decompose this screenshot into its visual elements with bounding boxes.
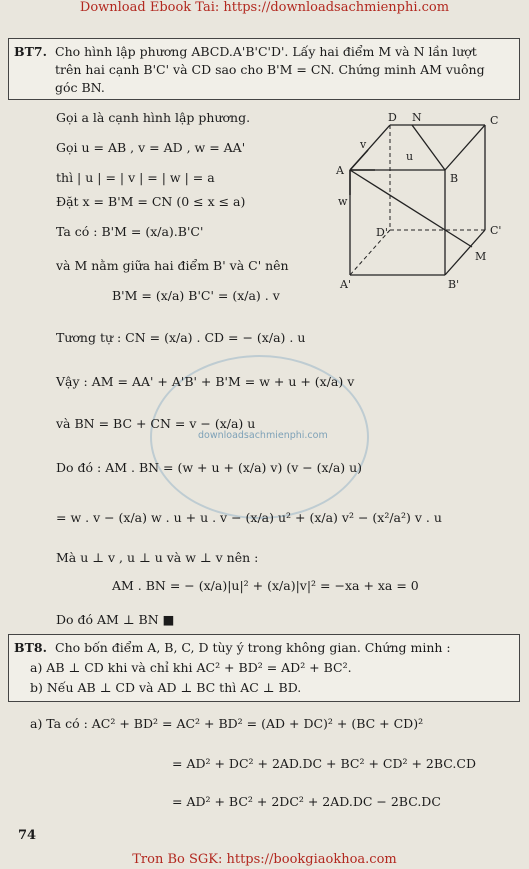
cube-label-N: N xyxy=(412,111,422,124)
cube-label-C: C xyxy=(490,114,499,127)
cube-vec-v: v xyxy=(360,138,367,151)
bt7-prompt-l2: trên hai cạnh B'C' và CD sao cho B'M = CN. Chứng minh AM vuông xyxy=(55,62,485,77)
cube-label-M: M xyxy=(475,250,487,263)
sol7-l13: Mà u ⊥ v , u ⊥ u và w ⊥ v nên : xyxy=(56,550,259,565)
header-link[interactable]: Download Ebook Tai: https://downloadsachmienphi.com xyxy=(79,0,450,15)
sol7-l5: Ta có : B'M = (x/a).B'C' xyxy=(56,224,204,239)
sol7-l1: Gọi a là cạnh hình lập phương. xyxy=(56,110,251,125)
sol8-l3: = AD² + BC² + 2DC² + 2AD.DC − 2BC.DC xyxy=(172,794,441,809)
sol8-l2: = AD² + DC² + 2AD.DC + BC² + CD² + 2BC.CD xyxy=(172,756,476,771)
cube-label-D-prime: D' xyxy=(376,226,388,239)
sol7-l7: B'M = (x/a) B'C' = (x/a) . v xyxy=(112,288,280,303)
bt7-prompt-l3: góc BN. xyxy=(55,80,105,95)
bt8-label: BT8. xyxy=(14,640,47,655)
sol7-l2: Gọi u = AB , v = AD , w = AA' xyxy=(56,140,246,155)
sol7-l12: = w . v − (x/a) w . u + u . v − (x/a) u² + (x/a) v² − (x²/a²) v . u xyxy=(56,510,442,525)
cube-label-B: B xyxy=(450,172,459,185)
sol7-l4: Đặt x = B'M = CN (0 ≤ x ≤ a) xyxy=(56,194,246,209)
sol8-l1: a) Ta có : AC² + BD² = AC² + BD² = (AD + DC)² + (BC + CD)² xyxy=(30,716,424,731)
sol7-l11: Do đó : AM . BN = (w + u + (x/a) v) (v − (x/a) u) xyxy=(56,460,363,475)
bt8-l1: Cho bốn điểm A, B, C, D tùy ý trong không gian. Chứng minh : xyxy=(55,640,451,655)
watermark-text: downloadsachmienphi.com xyxy=(198,430,328,441)
cube-vec-w: w xyxy=(338,195,348,208)
bt8-l3: b) Nếu AB ⊥ CD và AD ⊥ BC thì AC ⊥ BD. xyxy=(30,680,302,695)
sol7-l10: và BN = BC + CN = v − (x/a) u xyxy=(56,416,256,431)
cube-label-C-prime: C' xyxy=(490,224,502,237)
bt8-l2: a) AB ⊥ CD khi và chỉ khi AC² + BD² = AD² + BC². xyxy=(30,660,352,675)
cube-diagram xyxy=(320,110,520,295)
cube-label-A-prime: A' xyxy=(340,278,351,291)
sol7-l3: thì | u | = | v | = | w | = a xyxy=(56,170,215,185)
sol7-l14: AM . BN = − (x/a)|u|² + (x/a)|v|² = −xa + xa = 0 xyxy=(112,578,419,593)
page-number: 74 xyxy=(18,828,37,843)
cube-label-D: D xyxy=(388,111,397,124)
sol7-l15: Do đó AM ⊥ BN ■ xyxy=(56,612,175,627)
cube-vec-u: u xyxy=(406,150,414,163)
cube-label-B-prime: B' xyxy=(448,278,460,291)
sol7-l9: Vậy : AM = AA' + A'B' + B'M = w + u + (x/a) v xyxy=(56,374,355,389)
sol7-l8: Tương tự : CN = (x/a) . CD = − (x/a) . u xyxy=(56,330,306,345)
sol7-l6: và M nằm giữa hai điểm B' và C' nên xyxy=(56,258,289,273)
footer-link[interactable]: Tron Bo SGK: https://bookgiaokhoa.com xyxy=(132,852,397,867)
bt7-prompt-l1: Cho hình lập phương ABCD.A'B'C'D'. Lấy hai điểm M và N lần lượt xyxy=(55,44,477,59)
bt7-label: BT7. xyxy=(14,44,47,59)
cube-label-A: A xyxy=(336,164,344,177)
